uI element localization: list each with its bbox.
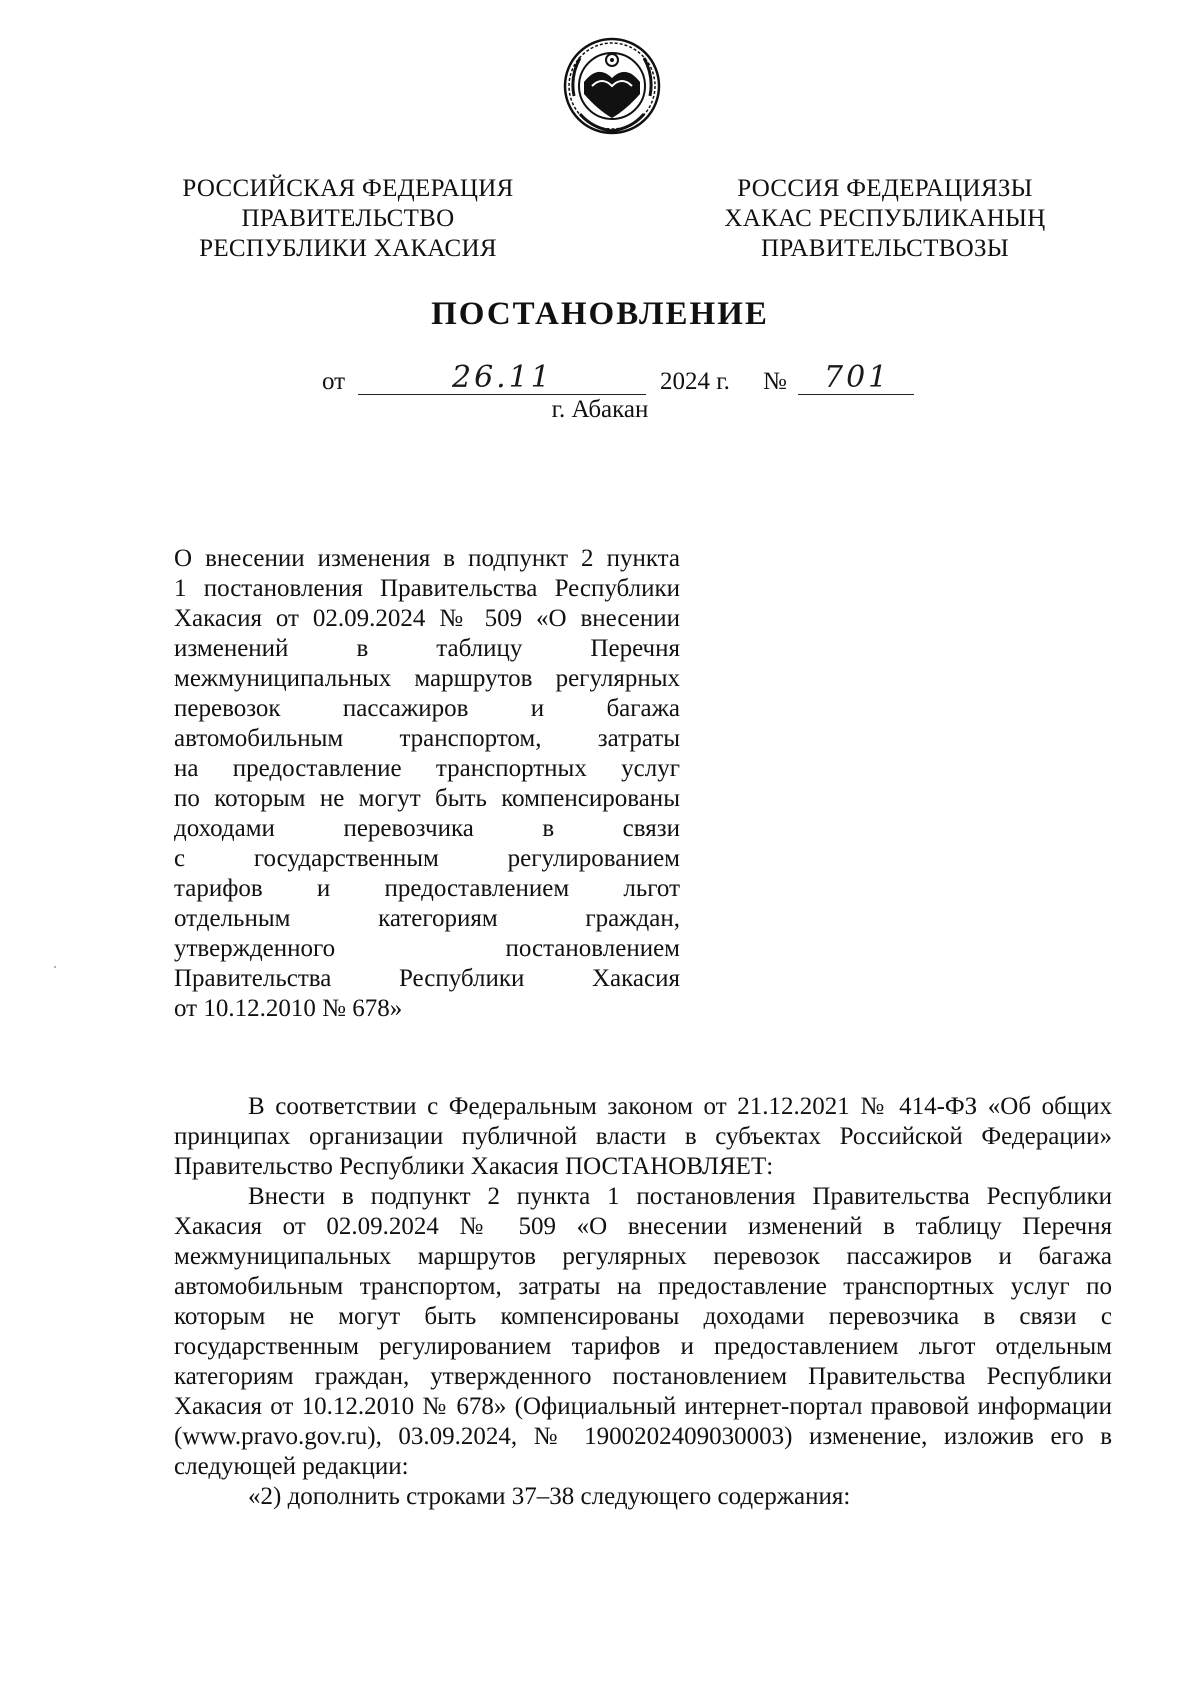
number-sign: №	[763, 368, 787, 395]
header-left-line-3: РЕСПУБЛИКИ ХАКАСИЯ	[199, 235, 497, 262]
header-khakas	[720, 174, 1050, 264]
scan-speck	[54, 966, 56, 968]
title-line: отдельным категориям граждан,	[174, 905, 680, 932]
year-label: 2024 г.	[660, 368, 730, 395]
body-paragraph-amendment: «2) дополнить строками 37–38 следующего содержания:	[248, 1483, 851, 1510]
header-right-line-2: ХАКАС РЕСПУБЛИКАНЫҢ	[724, 205, 1046, 232]
title-line: изменений в таблицу Перечня	[174, 635, 680, 662]
title-line: Хакасия от 02.09.2024 № 509 «О внесении	[174, 605, 680, 632]
title-line: утвержденного постановлением	[174, 935, 680, 962]
document-type-heading: ПОСТАНОВЛЕНИЕ	[431, 296, 769, 332]
header-russian	[178, 174, 518, 264]
title-line: на предоставление транспортных услуг	[174, 755, 680, 782]
city-label: г. Абакан	[551, 396, 649, 423]
header-left-line-2: ПРАВИТЕЛЬСТВО	[241, 205, 455, 232]
document-body	[174, 1092, 1112, 1512]
body-paragraph-preamble: В соответствии с Федеральным законом от 21.12.2021 № 414-ФЗ «Об общих принципах организации публичной власти в субъектах Российской Федерации» Правительство Республики Хакасия ПОСТАНОВЛЯЕТ:	[174, 1093, 1112, 1180]
title-line: тарифов и предоставлением льгот	[174, 875, 680, 902]
coat-of-arms-icon	[562, 36, 662, 136]
title-line: О внесении изменения в подпункт 2 пункта	[174, 545, 680, 572]
title-line: перевозок пассажиров и багажа	[174, 695, 680, 722]
date-number-line	[0, 360, 1200, 400]
handwritten-number: 701	[824, 360, 891, 395]
title-line: 1 постановления Правительства Республики	[174, 575, 680, 602]
header-right-line-3: ПРАВИТЕЛЬСТВОЗЫ	[761, 235, 1009, 262]
title-line: от 10.12.2010 № 678»	[174, 995, 403, 1022]
document-title	[174, 544, 680, 1024]
title-line: Правительства Республики Хакасия	[174, 965, 680, 992]
header-right-line-1: РОССИЯ ФЕДЕРАЦИЯЗЫ	[737, 175, 1033, 202]
title-line: межмуниципальных маршрутов регулярных	[174, 665, 680, 692]
title-line: доходами перевозчика в связи	[174, 815, 680, 842]
title-line: по которым не могут быть компенсированы	[174, 785, 680, 812]
header-left-line-1: РОССИЙСКАЯ ФЕДЕРАЦИЯ	[182, 175, 514, 202]
body-paragraph-resolution: Внести в подпункт 2 пункта 1 постановления Правительства Республики Хакасия от 02.09.2024 № 509 «О внесении изменений в таблицу Перечня межмуниципальных маршрутов регулярных перевозок пассажиров и багажа автомобильным транспортом, затраты на предоставление транспортных услуг по которым не могут быть компенсированы доходами перевозчика в связи с государственным регулированием тарифов и предоставлением льгот отдельным категориям граждан, утвержденного постановлением Правительства Республики Хакасия от 10.12.2010 № 678» (Официальный интернет-портал правовой информации (www.pravo.gov.ru), 03.09.2024, № 1900202409030003) изменение, изложив его в следующей редакции:	[174, 1183, 1112, 1480]
handwritten-date: 26.11	[452, 360, 553, 395]
title-line: с государственным регулированием	[174, 845, 680, 872]
date-prefix: от	[322, 368, 346, 395]
title-line: автомобильным транспортом, затраты	[174, 725, 680, 752]
